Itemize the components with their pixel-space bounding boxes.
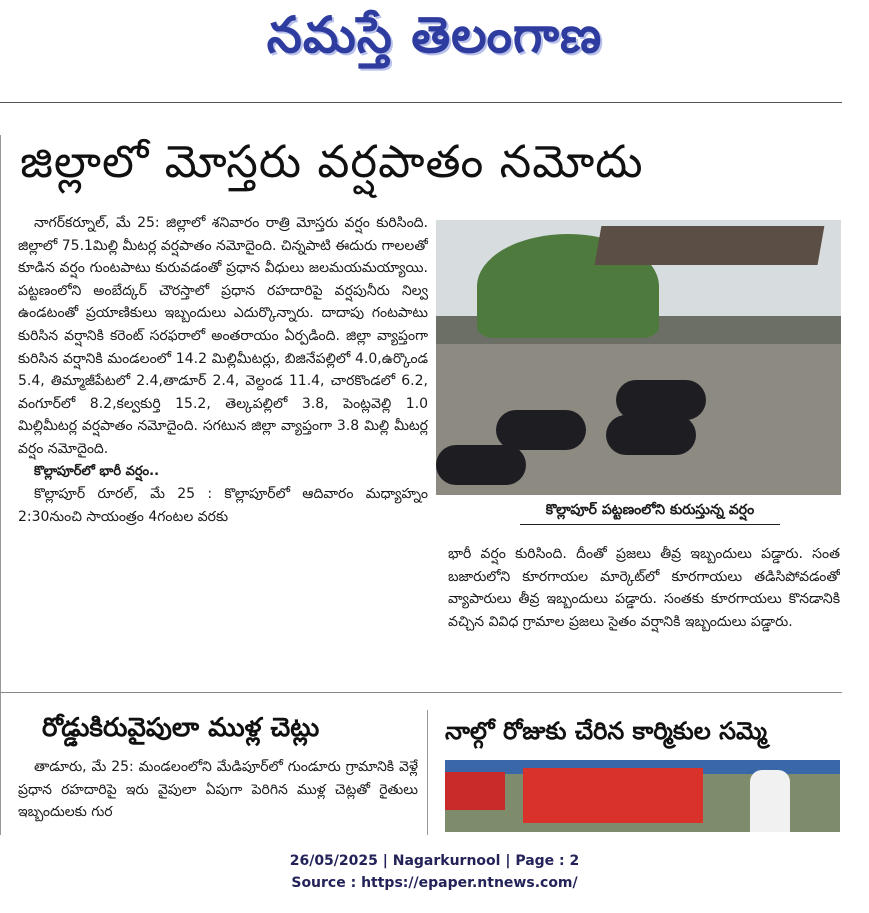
article2-headline: రోడ్డుకిరువైపులా ముళ్ల చెట్లు [42,713,320,743]
photo-motorbike [616,380,706,420]
article-paragraph: నాగర్‌కర్నూల్, మే 25: జిల్లాలో శనివారం రాత్రి మోస్తరు వర్షం కురిసింది. జిల్లాలో 75.1మిల్లి మీటర్ల వర్షపాతం నమోదైంది. చిన్నపాటి ఈదురు గాలలతో కూడిన వర్షం గుంటపాటు కురువడంతో ప్రధాన వీధులు జలమయమయ్యాయి. పట్టణంలోని అంబేద్కర్ చౌరస్తాలో ప్రధాన రహదారిపై వర్షపునీరు నిల్వ ఉండటంతో ప్రయాణికులు ఇబ్బందులు ఎదుర్కొన్నారు. దాదాపు గంటపాటు కురిసిన వర్షానికి కరెంట్ సరఫరాలో అంతరాయం ఏర్పడింది. జిల్లా వ్యాప్తంగా కురిసిన వర్షానికి మండలంలో 14.2 మిల్లిమీటర్లు, బిజినేపల్లిలో 4.0,ఉర్కొండ 5.4, తిమ్మాజీపేటలో 2.4,తాడూర్ 2.4, వెల్దండ 11.4, చారకొండలో 6.2, వంగూర్‌లో 8.2,కల్వకుర్తి 15.2, తెల్కపల్లిలో 3.8, పెంట్లవెల్లి 1.0 మిల్లిమీటర్ల వర్షపాతం నమోదైంది. సగటున జిల్లా వ్యాప్తంగా 3.8 మిల్లి మీటర్ల వర్షం నమోదైంది. [18,215,428,457]
article-paragraph: తాడూరు, మే 25: మండలంలోని మేడిపూర్‌లో గుండూరు గ్రామానికి వెళ్లే ప్రధాన రహదారిపై ఇరు వైపులా ఏపుగా పెరిగిన ముళ్ల చెట్లతో రైతులు ఇబ్బందులకు గుర [18,759,418,821]
photo-motorbike [606,415,696,455]
footer-source: Source : https://epaper.ntnews.com/ [291,875,578,891]
article-subhead: కొల్లాపూర్‌లో భారీ వర్షం.. [34,463,160,479]
masthead-rule [0,102,842,103]
photo-speaker [750,770,790,832]
page-footer [0,850,869,894]
newspaper-logo: నమస్తే తెలంగాణ [266,6,603,64]
photo-motorbike [496,410,586,450]
column-divider [427,710,428,835]
rain-photo [436,220,841,495]
photo-banner [523,768,703,823]
article-paragraph: భారీ వర్షం కురిసింది. దీంతో ప్రజలు తీవ్ర ఇబ్బందులు పడ్డారు. సంత బజారులోని కూరగాయల మార్కెట్‌లో కూరగాయలు తడిసిపోవడంతో వ్యాపారులు తీవ్ర ఇబ్బందులు పడ్డారు. సంతకు కూరగాయలు కొనడానికి వచ్చిన వివిధ గ్రామాల ప్రజలు సైతం వర్షానికి ఇబ్బందులు పడ్డారు. [448,546,840,630]
masthead [0,0,869,80]
photo-caption [500,502,800,525]
article-paragraph: కొల్లాపూర్ రూరల్, మే 25 : కొల్లాపూర్‌లో ఆదివారం మధ్యాహ్నం 2:30నుంచి సాయంత్రం 4గంటల వరకు [18,486,428,525]
photo-shed-roof [595,226,825,265]
photo-caption-text: కొల్లాపూర్ పట్టణంలోని కురుస్తున్న వర్షం [545,502,755,518]
strike-photo [445,760,840,832]
main-article-continued [448,543,840,681]
footer-date-edition: 26/05/2025 | Nagarkurnool | Page : 2 [289,853,580,869]
photo-motorbike [436,445,526,485]
main-headline: జిల్లాలో మోస్తరు వర్షపాతం నమోదు [20,135,644,188]
caption-underline [520,524,780,525]
main-article-body [18,212,428,684]
left-margin-rule [0,135,1,835]
article2-body [18,756,418,834]
article3-headline: నాల్గో రోజుకు చేరిన కార్మికుల సమ్మె [445,717,767,745]
section-rule [0,692,842,693]
photo-flag [445,772,505,810]
